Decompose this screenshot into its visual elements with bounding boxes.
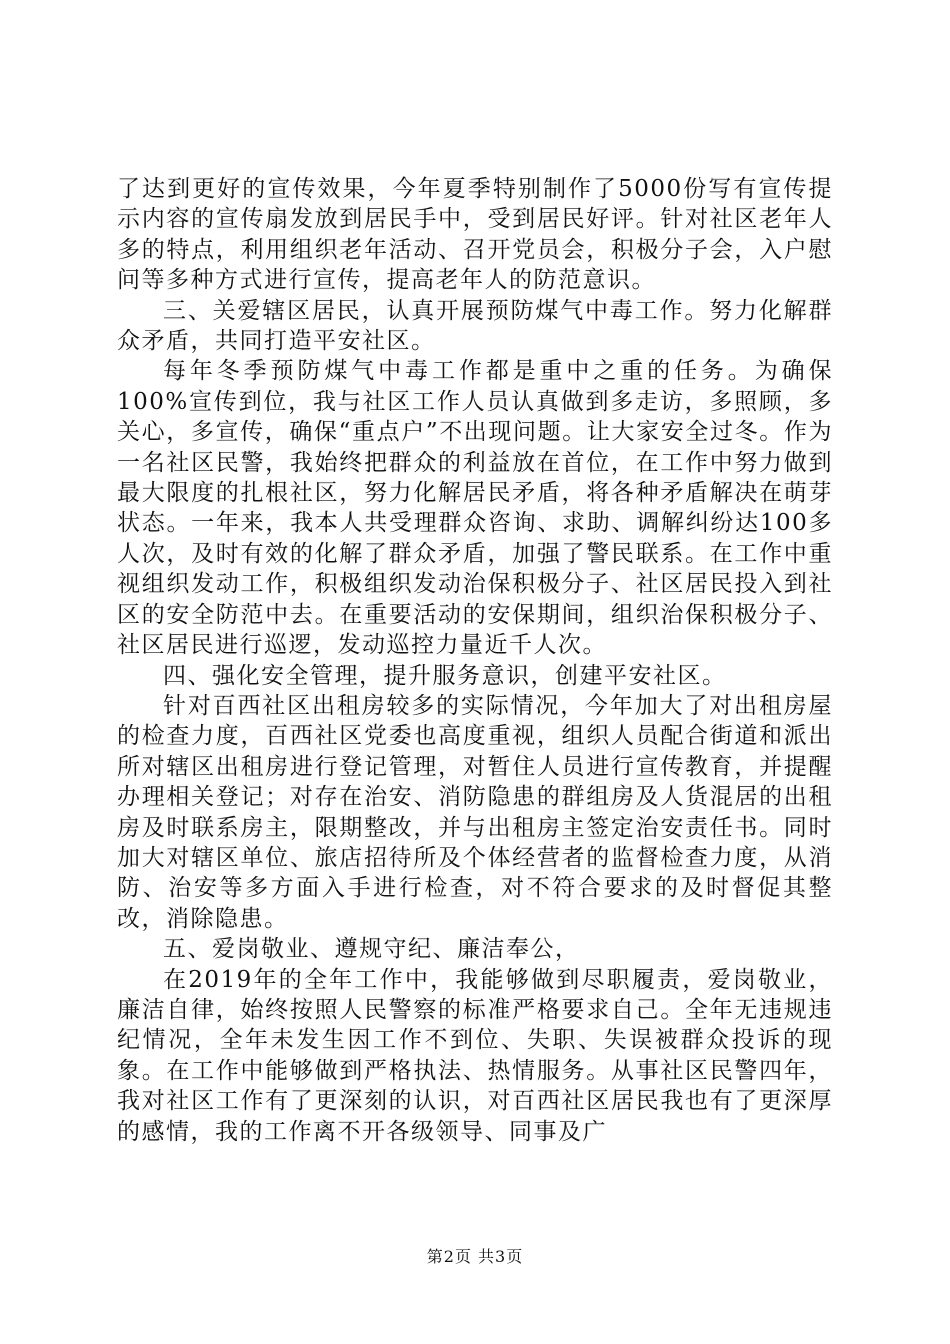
paragraph-7: 在2019年的全年工作中，我能够做到尽职履责，爱岗敬业，廉洁自律，始终按照人民警察的标准严格要求自己。全年无违规违纪情况，全年未发生因工作不到位、失职、失误被群众投诉的现象。在工作中能够做到严格执法、热情服务。从事社区民警四年，我对社区工作有了更深刻的认识，对百西社区居民我也有了更深厚的感情，我的工作离不开各级领导、同事及广 [117, 966, 833, 1145]
page-footer: 第2页 共3页 [426, 1247, 524, 1266]
paragraph-3: 每年冬季预防煤气中毒工作都是重中之重的任务。为确保100%宣传到位，我与社区工作人员认真做到多走访，多照顾，多关心，多宣传，确保“重点户”不出现问题。让大家安全过冬。作为一名社区民警，我始终把群众的利益放在首位，在工作中努力做到最大限度的扎根社区，努力化解居民矛盾，将各种矛盾解决在萌芽状态。一年来，我本人共受理群众咨询、求助、调解纠纷达100多人次，及时有效的化解了群众矛盾，加强了警民联系。在工作中重视组织发动工作，积极组织发动治保积极分子、社区居民投入到社区的安全防范中去。在重要活动的安保期间，组织治保积极分子、社区居民进行巡逻，发动巡控力量近千人次。 [117, 358, 833, 659]
paragraph-2: 三、关爱辖区居民，认真开展预防煤气中毒工作。努力化解群众矛盾，共同打造平安社区。 [117, 297, 833, 355]
paragraph-5: 针对百西社区出租房较多的实际情况，今年加大了对出租房屋的检查力度，百西社区党委也高度重视，组织人员配合街道和派出所对辖区出租房进行登记管理，对暂住人员进行宣传教育，并提醒办理相关登记；对存在治安、消防隐患的群组房及人货混居的出租房及时联系房主，限期整改，并与出租房主签定治安责任书。同时加大对辖区单位、旅店招待所及个体经营者的监督检查力度，从消防、治安等多方面入手进行检查，对不符合要求的及时督促其整改，消除隐患。 [117, 692, 833, 932]
document-body [117, 174, 833, 1147]
paragraph-1: 了达到更好的宣传效果，今年夏季特别制作了5000份写有宣传提示内容的宣传扇发放到居民手中，受到居民好评。针对社区老年人多的特点，利用组织老年活动、召开党员会，积极分子会，入户慰问等多种方式进行宣传，提高老年人的防范意识。 [117, 176, 833, 294]
paragraph-6: 五、爱岗敬业、遵规守纪、廉洁奉公， [163, 936, 580, 963]
paragraph-4: 四、强化安全管理，提升服务意识，创建平安社区。 [163, 662, 727, 689]
